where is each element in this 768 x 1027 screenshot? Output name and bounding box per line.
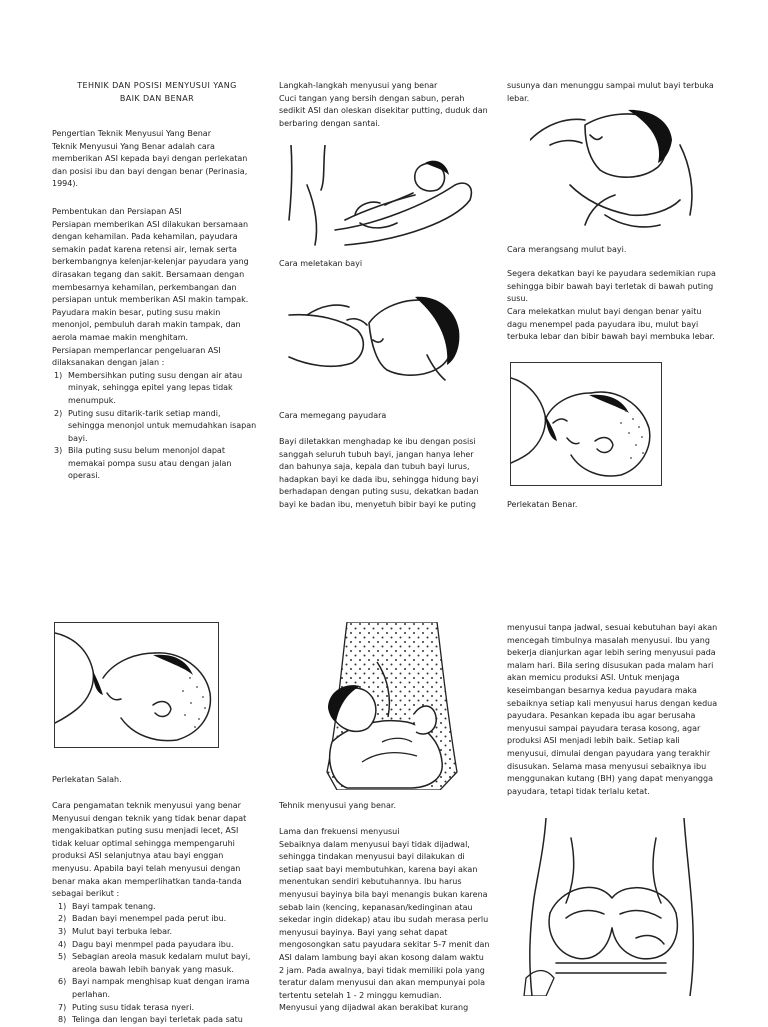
holding-breast-illustration (287, 285, 487, 385)
list-item: 5) Sebagian areola masuk kedalam mulut bayi, areola bawah lebih banyak yang masuk. (58, 952, 251, 974)
lama-heading: Lama dan frekuensi menyusui (279, 827, 400, 836)
baby-lying-illustration (285, 145, 485, 250)
title-line-2: BAIK DAN BENAR (119, 93, 195, 103)
illustration-bra (516, 818, 706, 996)
list-item: 7) Puting susu tidak terasa nyeri. (58, 1002, 194, 1012)
list-item: 1) Bayi tampak tenang. (58, 901, 156, 911)
caption-merangsang: Cara merangsang mulut bayi. (507, 245, 627, 254)
list-item: 2) Puting susu ditarik-tarik setiap mandi, sehingga menonjol untuk memudahkan isapan bayi. (54, 408, 257, 443)
illustration-perlekatan-salah (54, 622, 219, 748)
pengertian-section (52, 128, 257, 191)
segera-text: Segera dekatkan bayi ke payudara sedemikian rupa sehingga bibir bawah bayi terletak di bawah puting susu. (507, 269, 716, 304)
signs-list (56, 901, 258, 1027)
illustration-meletakkan-bayi (285, 145, 485, 250)
caption-meletakkan: Cara meletakan bayi (279, 259, 363, 268)
lama-cut: Menyusui yang dijadwal akan berakibat kurang (279, 1003, 469, 1013)
pengertian-heading: Pengertian Teknik Menyusui Yang Benar (52, 129, 211, 138)
persiapan-intro: Persiapan memperlancar pengeluaran ASI dilaksanakan dengan jalan : (52, 345, 221, 368)
langkah-body: Cuci tangan yang bersih dengan sabun, perah sedikit ASI dan oleskan disekitar putting, duduk dan berbaring dengan santai. (279, 93, 488, 128)
pembentukan-body: Persiapan memberikan ASI dilakukan bersamaan dengan kehamilan. Pada kehamilan, payudara semakin padat karena retensi air, lemak serta berkembangnya kelenjar-kelenjar payudara yang dirasakan tegang dan sakit. Bersamaan dengan membesarnya kehamilan, perkembangan dan persiapan untuk memberikan ASI makin tampak. Payudara makin besar, puting susu makin menonjol, pembuluh darah makin tampak, dan aerola mamae makin menghitam. (52, 219, 249, 342)
persiapan-steps (52, 370, 257, 483)
lower3-body: menyusui tanpa jadwal, sesuai kebutuhan bayi akan mencegah timbulnya masalah menyusui. Ibu yang bekerja dianjurkan agar lebih sering menyusui pada malam hari. Bila sering disusukan pada malam hari akan memicu produksi ASI. Untuk menjaga keseimbangan besarnya kedua payudara maka sebaiknya setiap kali menyusui harus dengan kedua payudara. Pesankan kepada ibu agar berusaha menyusui sampai payudara terasa kosong, agar produksi ASI menjadi lebih baik. Setiap kali menyusui, dimulai dengan payudara yang terakhir disusukan. Selama masa menyusui sebaiknya ibu menggunakan kutang (BH) yang dapat menyangga payudara, tetapi tidak terlalu ketat. (507, 623, 718, 796)
pengamatan-body: Cara pengamatan teknik menyusui yang benar Menyusui dengan teknik yang tidak benar dapat mengakibatkan puting susu menjadi lecet, ASI tidak keluar optimal sehingga mempengaruhi produksi ASI selanjutnya atau bayi enggan menyusu. Apabila bayi telah menyusui dengan benar maka akan memperlihatkan tanda-tanda sebagai berikut : (52, 801, 247, 899)
langkah-heading: Langkah-langkah menyusui yang benar (279, 81, 438, 90)
breastfeeding-technique-illustration (322, 622, 462, 790)
document-title (52, 80, 262, 105)
caption-salah: Perlekatan Salah. (52, 775, 122, 784)
list-item: 3) Mulut bayi terbuka lebar. (58, 926, 173, 936)
pembentukan-section (52, 206, 257, 483)
caption-benar: Perlekatan Benar. (507, 500, 578, 509)
caption-memegang: Cara memegang payudara (279, 411, 387, 420)
title-line-1: TEHNIK DAN POSISI MENYUSUI YANG (77, 81, 237, 90)
bayi-diletakkan-text: Bayi diletakkan menghadap ke ibu dengan posisi sanggah seluruh tubuh bayi, jangan hanya leher dan bahunya saja, kepala dan tubuh bayi lurus, hadapkan bayi ke dada ibu, sehingga hidung bayi berhadapan dengan puting susu, dekatkan badan bayi ke badan ibu, menyetuh bibir bayi ke puting (279, 437, 479, 509)
list-item: 6) Bayi nampak menghisap kuat dengan irama perlahan. (58, 977, 250, 999)
pembentukan-heading: Pembentukan dan Persiapan ASI (52, 207, 182, 216)
illustration-perlekatan-benar (510, 362, 662, 486)
list-item: 4) Dagu bayi menmpel pada payudara ibu. (58, 939, 234, 949)
illustration-teknik-menyusui (322, 622, 462, 790)
illustration-merangsang-mulut (530, 105, 700, 240)
col3-continuation: susunya dan menunggu sampai mulut bayi terbuka lebar. (507, 81, 714, 103)
nursing-bra-illustration (516, 818, 706, 996)
langkah-section (279, 80, 491, 130)
melekatkan-text: Cara melekatkan mulut bayi dengan benar yaitu dagu menempel pada payudara ibu, mulut bayi terbuka lebar dan bibir bawah bayi membuka lebar. (507, 307, 715, 342)
caption-teknik: Tehnik menyusui yang benar. (279, 801, 396, 810)
list-item: 8) Telinga dan lengan bayi terletak pada satu (58, 1015, 243, 1025)
pengertian-body: Teknik Menyusui Yang Benar adalah cara memberikan ASI kepada bayi dengan perlekatan dan posisi ibu dan bayi dengan benar (Perinasia, 1994). (52, 141, 248, 189)
list-item: 2) Badan bayi menempel pada perut ibu. (58, 914, 227, 924)
illustration-memegang-payudara (287, 285, 487, 385)
pengamatan-section (52, 800, 258, 1027)
lama-body: Sebaiknya dalam menyusui bayi tidak dijadwal, sehingga tindakan menyusui bayi dilakukan di setiap saat bayi membutuhkan, karena bayi akan menentukan sendiri kebutuhannya. Ibu harus menyusui bayinya bila bayi menangis bukan karena sebab lain (kencing, kepanasan/kedinginan atau sekedar ingin didekap) atau ibu sudah merasa perlu menyusui bayinya. Bayi yang sehat dapat mengosongkan satu payudara sekitar 5-7 menit dan ASI dalam lambung bayi akan kosong dalam waktu 2 jam. Pada awalnya, bayi tidak memiliki pola yang teratur dalam menyusui dan akan mempunyai pola tertentu setelah 1 - 2 minggu kemudian. (279, 839, 490, 1000)
correct-latch-illustration (511, 363, 661, 485)
lama-section (279, 826, 491, 1015)
incorrect-latch-illustration (55, 623, 218, 747)
list-item: 1) Membersihkan puting susu dengan air atau minyak, sehingga epitel yang lepas tidak menumpuk. (54, 370, 243, 405)
stimulate-mouth-illustration (530, 105, 700, 240)
list-item: 3) Bila puting susu belum menonjol dapat memakai pompa susu atau dengan jalan operasi. (54, 446, 232, 481)
